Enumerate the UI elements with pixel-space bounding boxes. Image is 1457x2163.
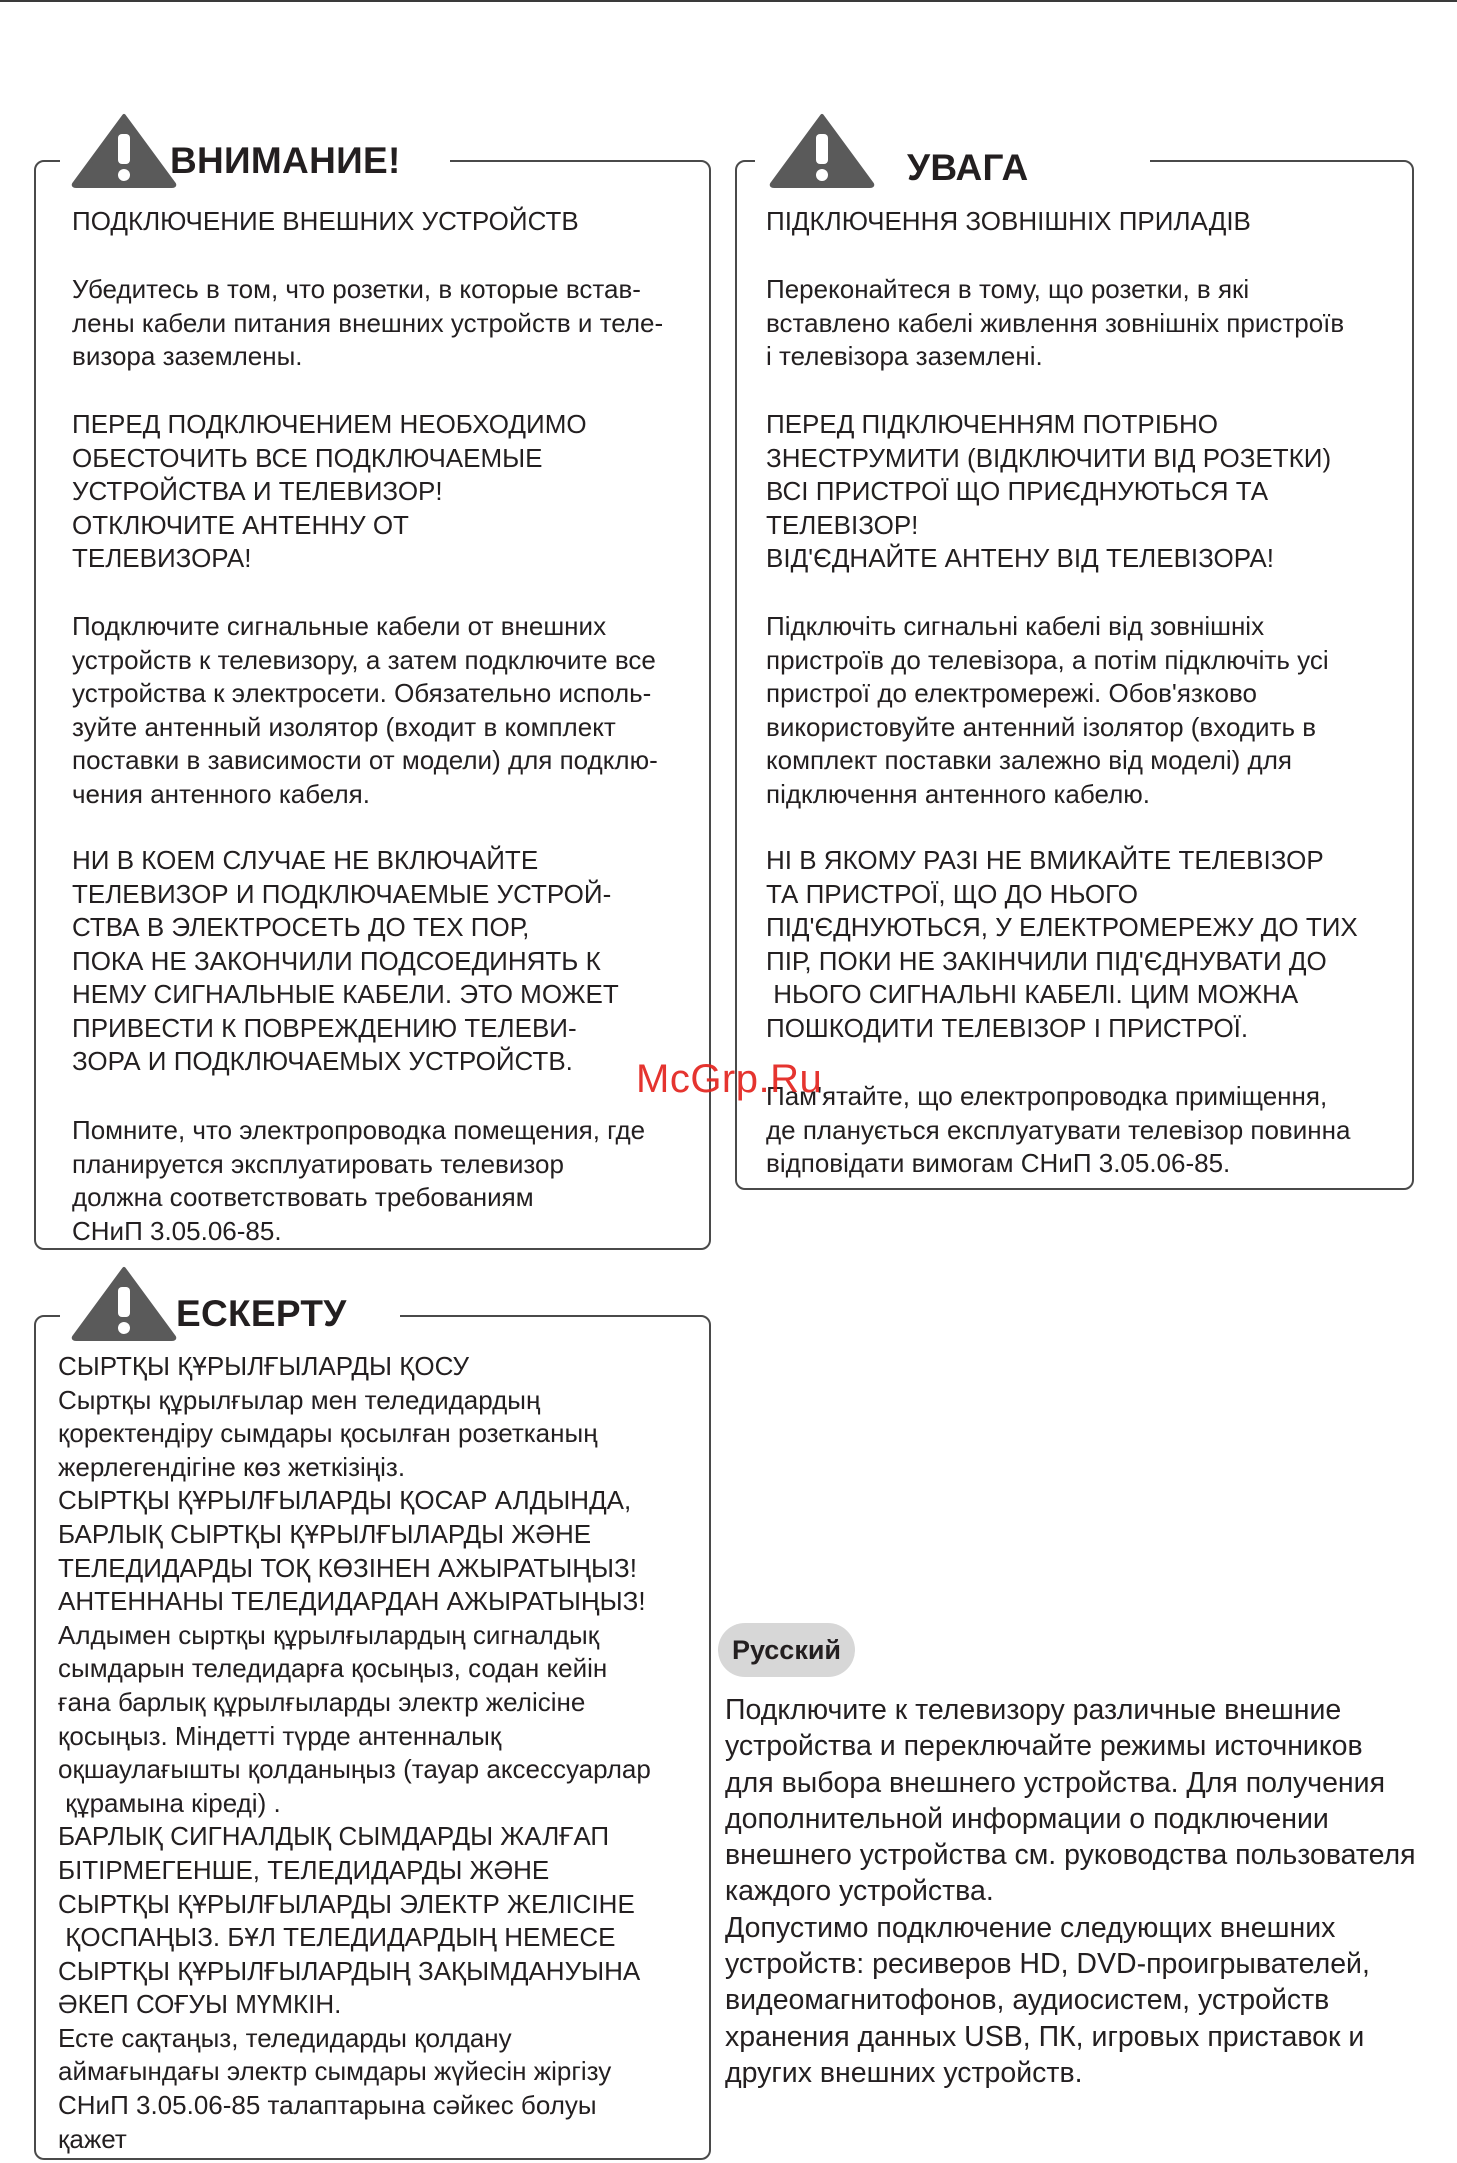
ua-warning-p5: Пам'ятайте, що електропроводка приміщення, де планується експлуатувати телевізор повинна відповідати вимогам СНиП 3.05.06-85.: [766, 1081, 1351, 1178]
top-rule: [0, 0, 1457, 2]
ua-warning-title: УВАГА: [907, 147, 1029, 188]
ua-warning-p4: НІ В ЯКОМУ РАЗІ НЕ ВМИКАЙТЕ ТЕЛЕВІЗОР ТА ПРИСТРОЇ, ЩО ДО НЬОГО ПІД'ЄДНУЮТЬСЯ, У ЕЛЕКТРОМЕРЕЖУ ДО ТИХ ПІР, ПОКИ НЕ ЗАКІНЧИЛИ ПІД'ЄДНУВАТИ ДО НЬОГО СИГНАЛЬНІ КАБЕЛІ. ЦИМ МОЖНА ПОШКОДИТИ ТЕЛЕВІЗОР І ПРИСТРОЇ.: [766, 845, 1358, 1043]
ru-warning-p4: НИ В КОЕМ СЛУЧАЕ НЕ ВКЛЮЧАЙТЕ ТЕЛЕВИЗОР И ПОДКЛЮЧАЕМЫЕ УСТРОЙ- СТВА В ЭЛЕКТРОСЕТЬ ДО ТЕХ ПОР, ПОКА НЕ ЗАКОНЧИЛИ ПОДСОЕДИНЯТЬ К НЕМУ СИГНАЛЬНЫЕ КАБЕЛИ. ЭТО МОЖЕТ ПРИВЕСТИ К ПОВРЕЖДЕНИЮ ТЕЛЕВИ- ЗОРА И ПОДКЛЮЧАЕМЫХ УСТРОЙСТВ.: [72, 845, 619, 1076]
ua-warning-p1: Переконайтеся в тому, що розетки, в які вставлено кабелі живлення зовнішніх пристроїв і телевізора заземлені.: [766, 274, 1345, 371]
language-tag: Русский: [718, 1623, 855, 1677]
warning-triangle-icon: [70, 112, 178, 188]
ru-warning-title: ВНИМАНИЕ!: [170, 140, 401, 181]
warning-triangle-icon: [768, 112, 876, 188]
russian-section-body: Подключите к телевизору различные внешние устройства и переключайте режимы источников для выбора внешнего устройства. Для получения дополнительной информации о подключении внешнего устройства см. руководства пользователя каждого устройства. Допустимо подключение следующих внешних устройств: ресиверов HD, DVD-проигрывателей, видеомагнитофонов, аудиосистем, устройств хранения данных USB, ПК, игровых приставок и других внешних устройств.: [725, 1694, 1416, 2089]
kz-warning-title: ЕСКЕРТУ: [176, 1293, 347, 1334]
ua-warning-heading: ПІДКЛЮЧЕННЯ ЗОВНІШНІХ ПРИЛАДІВ: [766, 206, 1251, 236]
kz-warning-body: СЫРТҚЫ ҚҰРЫЛҒЫЛАРДЫ ҚОСУ Сыртқы құрылғылар мен теледидардың қоректендіру сымдары қосылған розетканың жерлегендігіне көз жеткізіңіз. СЫРТҚЫ ҚҰРЫЛҒЫЛАРДЫ ҚОСАР АЛДЫНДА, БАРЛЫҚ СЫРТҚЫ ҚҰРЫЛҒЫЛАРДЫ ЖӘНЕ ТЕЛЕДИДАРДЫ ТОҚ КӨЗІНЕН АЖЫРАТЫҢЫЗ! АНТЕННАНЫ ТЕЛЕДИДАРДАН АЖЫРАТЫҢЫЗ! Алдымен сыртқы құрылғылардың сигналдық сымдарын теледидарға қосыңыз, содан кейін ғана барлық құрылғыларды электр желісіне қосыңыз. Міндетті түрде антенналық оқшаулағышты қолданыңыз (тауар аксессуарлар құрамына кіреді) . БАРЛЫҚ СИГНАЛДЫҚ СЫМДАРДЫ ЖАЛҒАП БІТІРМЕГЕНШЕ, ТЕЛЕДИДАРДЫ ЖӘНЕ СЫРТҚЫ ҚҰРЫЛҒЫЛАРДЫ ЭЛЕКТР ЖЕЛІСІНЕ ҚОСПАҢЫЗ. БҰЛ ТЕЛЕДИДАРДЫҢ НЕМЕСЕ СЫРТҚЫ ҚҰРЫЛҒЫЛАРДЫҢ ЗАҚЫМДАНУЫНА ӘКЕП СОҒУЫ МҮМКІН. Есте сақтаңыз, теледидарды қолдану аймағындағы электр сымдары жүйесін жіргізу СНиП 3.05.06-85 талаптарына сәйкес болуы қажет: [58, 1351, 651, 2154]
ru-warning-p2: ПЕРЕД ПОДКЛЮЧЕНИЕМ НЕОБХОДИМО ОБЕСТОЧИТЬ ВСЕ ПОДКЛЮЧАЕМЫЕ УСТРОЙСТВА И ТЕЛЕВИЗОР! ОТКЛЮЧИТЕ АНТЕННУ ОТ ТЕЛЕВИЗОРА!: [72, 409, 587, 573]
ru-warning-heading: ПОДКЛЮЧЕНИЕ ВНЕШНИХ УСТРОЙСТВ: [72, 206, 579, 236]
ru-warning-p5: Помните, что электропроводка помещения, где планируется эксплуатировать телевизор должна соответствовать требованиям СНиП 3.05.06-85.: [72, 1115, 646, 1246]
warning-triangle-icon: [70, 1265, 178, 1341]
ru-warning-p1: Убедитесь в том, что розетки, в которые встав- лены кабели питания внешних устройств и теле- визора заземлены.: [72, 274, 664, 371]
watermark: McGrp.Ru: [636, 1057, 823, 1101]
ua-warning-p2: ПЕРЕД ПІДКЛЮЧЕННЯМ ПОТРІБНО ЗНЕСТРУМИТИ (ВІДКЛЮЧИТИ ВІД РОЗЕТКИ) ВСІ ПРИСТРОЇ ЩО ПРИЄДНУЮТЬСЯ ТА ТЕЛЕВІЗОР! ВІД'ЄДНАЙТЕ АНТЕНУ ВІД ТЕЛЕВІЗОРА!: [766, 409, 1332, 573]
ru-warning-p3: Подключите сигнальные кабели от внешних устройств к телевизору, а затем подключите все устройства к электросети. Обязательно исполь- зуйте антенный изолятор (входит в комплект поставки в зависимости от модели) для подклю- чения антенного кабеля.: [72, 611, 658, 809]
ua-warning-p3: Підключіть сигнальні кабелі від зовнішніх пристроїв до телевізора, а потім підключіть усі пристрої до електромережі. Обов'язково використовуйте антенний ізолятор (входить в комплект поставки залежно від моделі) для підключення антенного кабелю.: [766, 611, 1329, 809]
